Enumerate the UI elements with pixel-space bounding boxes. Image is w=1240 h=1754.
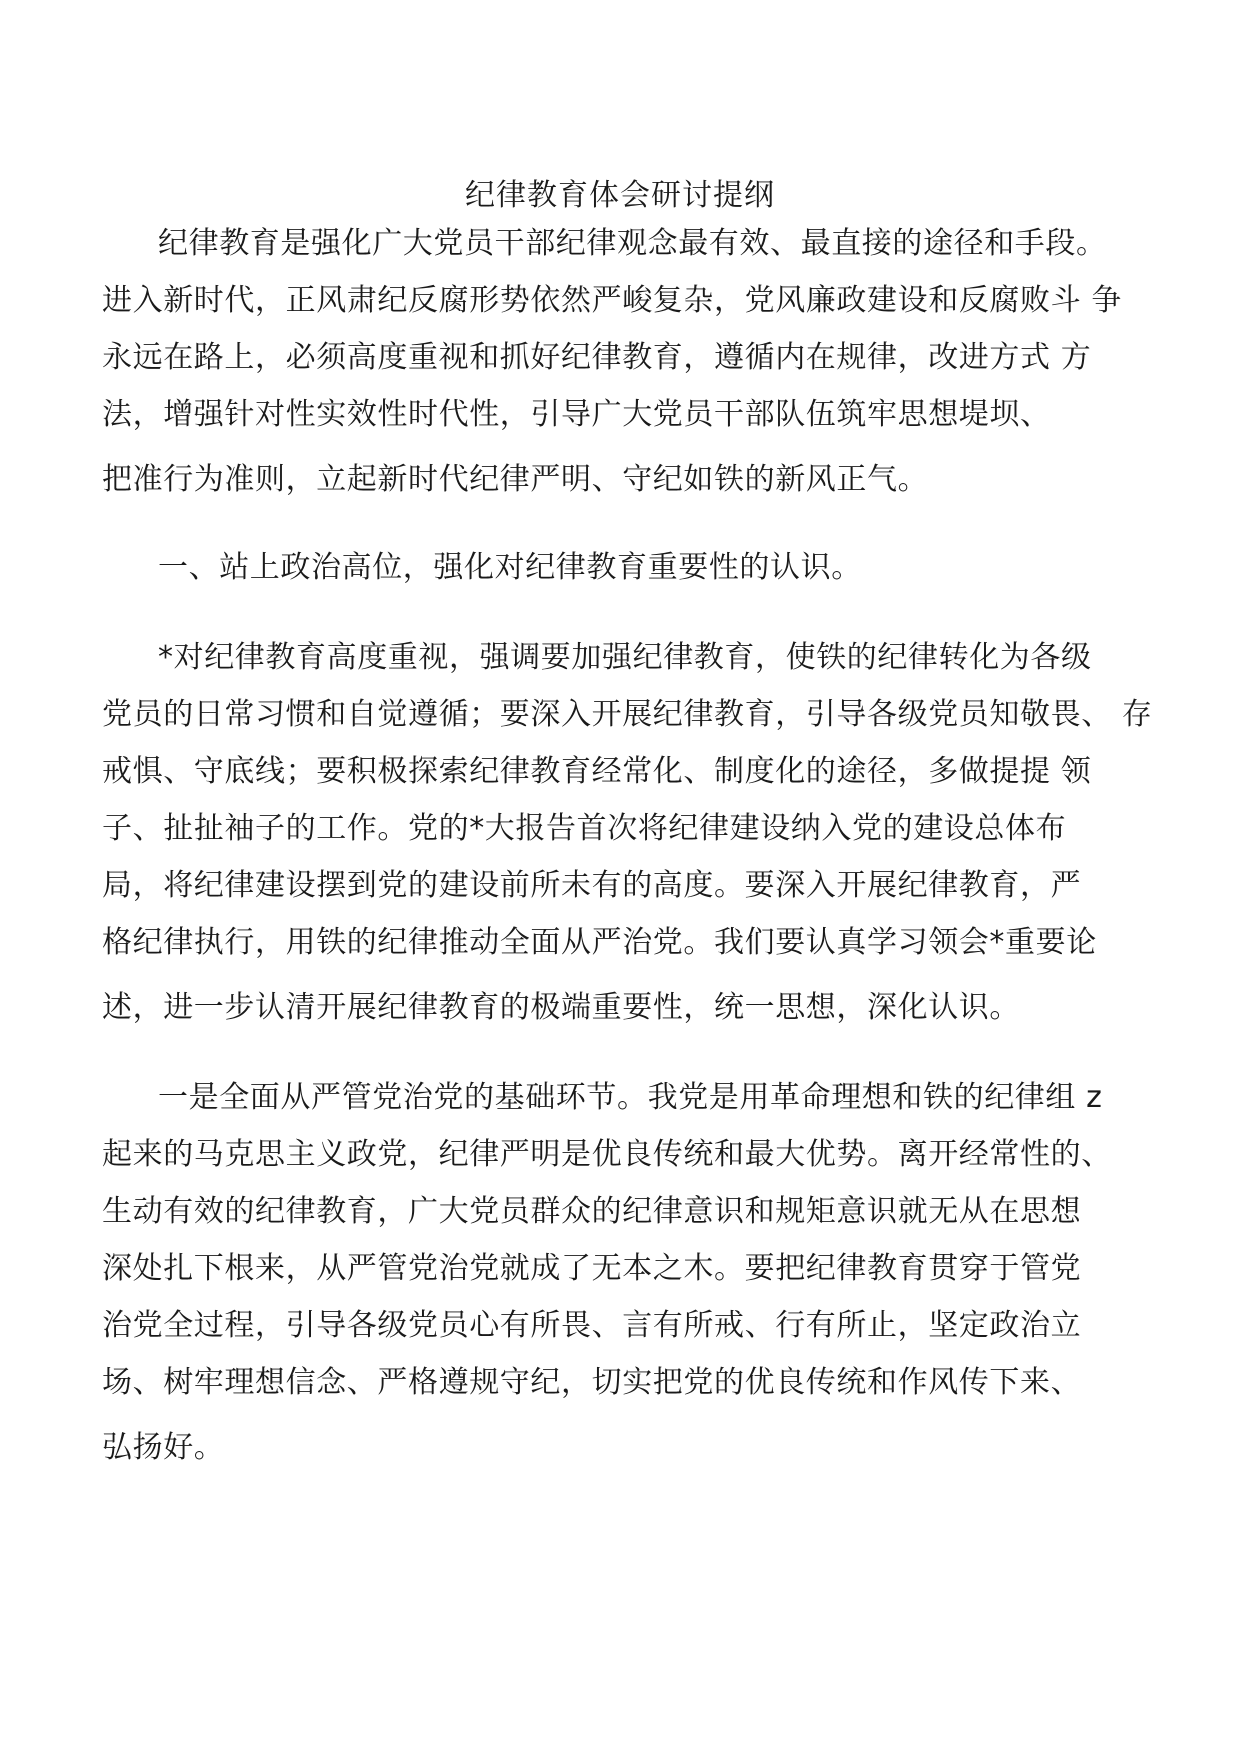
text-line: 法，增强针对性实效性时代性，引导广大党员干部队伍筑牢思想堤坝、 — [102, 397, 1051, 432]
text-line: 纪律教育是强化广大党员干部纪律观念最有效、最直接的途径和手段。 — [158, 226, 1107, 261]
text-line: 深处扎下根来，从严管党治党就成了无本之木。要把纪律教育贯穿于管党 — [102, 1251, 1082, 1286]
text-line: 生动有效的纪律教育，广大党员群众的纪律意识和规矩意识就无从在思想 — [102, 1194, 1082, 1229]
text-line: 一、站上政治高位，强化对纪律教育重要性的认识。 — [158, 550, 862, 585]
text-line: 治党全过程，引导各级党员心有所畏、言有所戒、行有所止，坚定政治立 — [102, 1308, 1082, 1343]
text-line: 述，进一步认清开展纪律教育的极端重要性，统一思想，深化认识。 — [102, 990, 1020, 1025]
text-line: 进入新时代，正风肃纪反腐形势依然严峻复杂，党风廉政建设和反腐败斗 争 — [102, 283, 1122, 318]
text-line: 一是全面从严管党治党的基础环节。我党是用革命理想和铁的纪律组 z — [158, 1080, 1103, 1115]
text-line: 起来的马克思主义政党，纪律严明是优良传统和最大优势。离开经常性的、 — [102, 1137, 1112, 1172]
text-line: 格纪律执行，用铁的纪律推动全面从严治党。我们要认真学习领会*重要论 — [102, 925, 1097, 960]
document-title: 纪律教育体会研讨提纲 — [465, 178, 775, 213]
text-line: 永远在路上，必须高度重视和抓好纪律教育，遵循内在规律，改进方式 方 — [102, 340, 1092, 375]
text-line: 弘扬好。 — [102, 1430, 225, 1465]
text-line: *对纪律教育高度重视，强调要加强纪律教育，使铁的纪律转化为各级 — [158, 640, 1092, 675]
text-line: 局，将纪律建设摆到党的建设前所未有的高度。要深入开展纪律教育，严 — [102, 868, 1082, 903]
text-line: 党员的日常习惯和自觉遵循；要深入开展纪律教育，引导各级党员知敬畏、 存 — [102, 697, 1153, 732]
text-line: 把准行为准则，立起新时代纪律严明、守纪如铁的新风正气。 — [102, 462, 929, 497]
text-line: 子、扯扯袖子的工作。党的*大报告首次将纪律建设纳入党的建设总体布 — [102, 811, 1067, 846]
text-line: 场、树牢理想信念、严格遵规守纪，切实把党的优良传统和作风传下来、 — [102, 1365, 1082, 1400]
text-line: 戒惧、守底线；要积极探索纪律教育经常化、制度化的途径，多做提提 领 — [102, 754, 1092, 789]
